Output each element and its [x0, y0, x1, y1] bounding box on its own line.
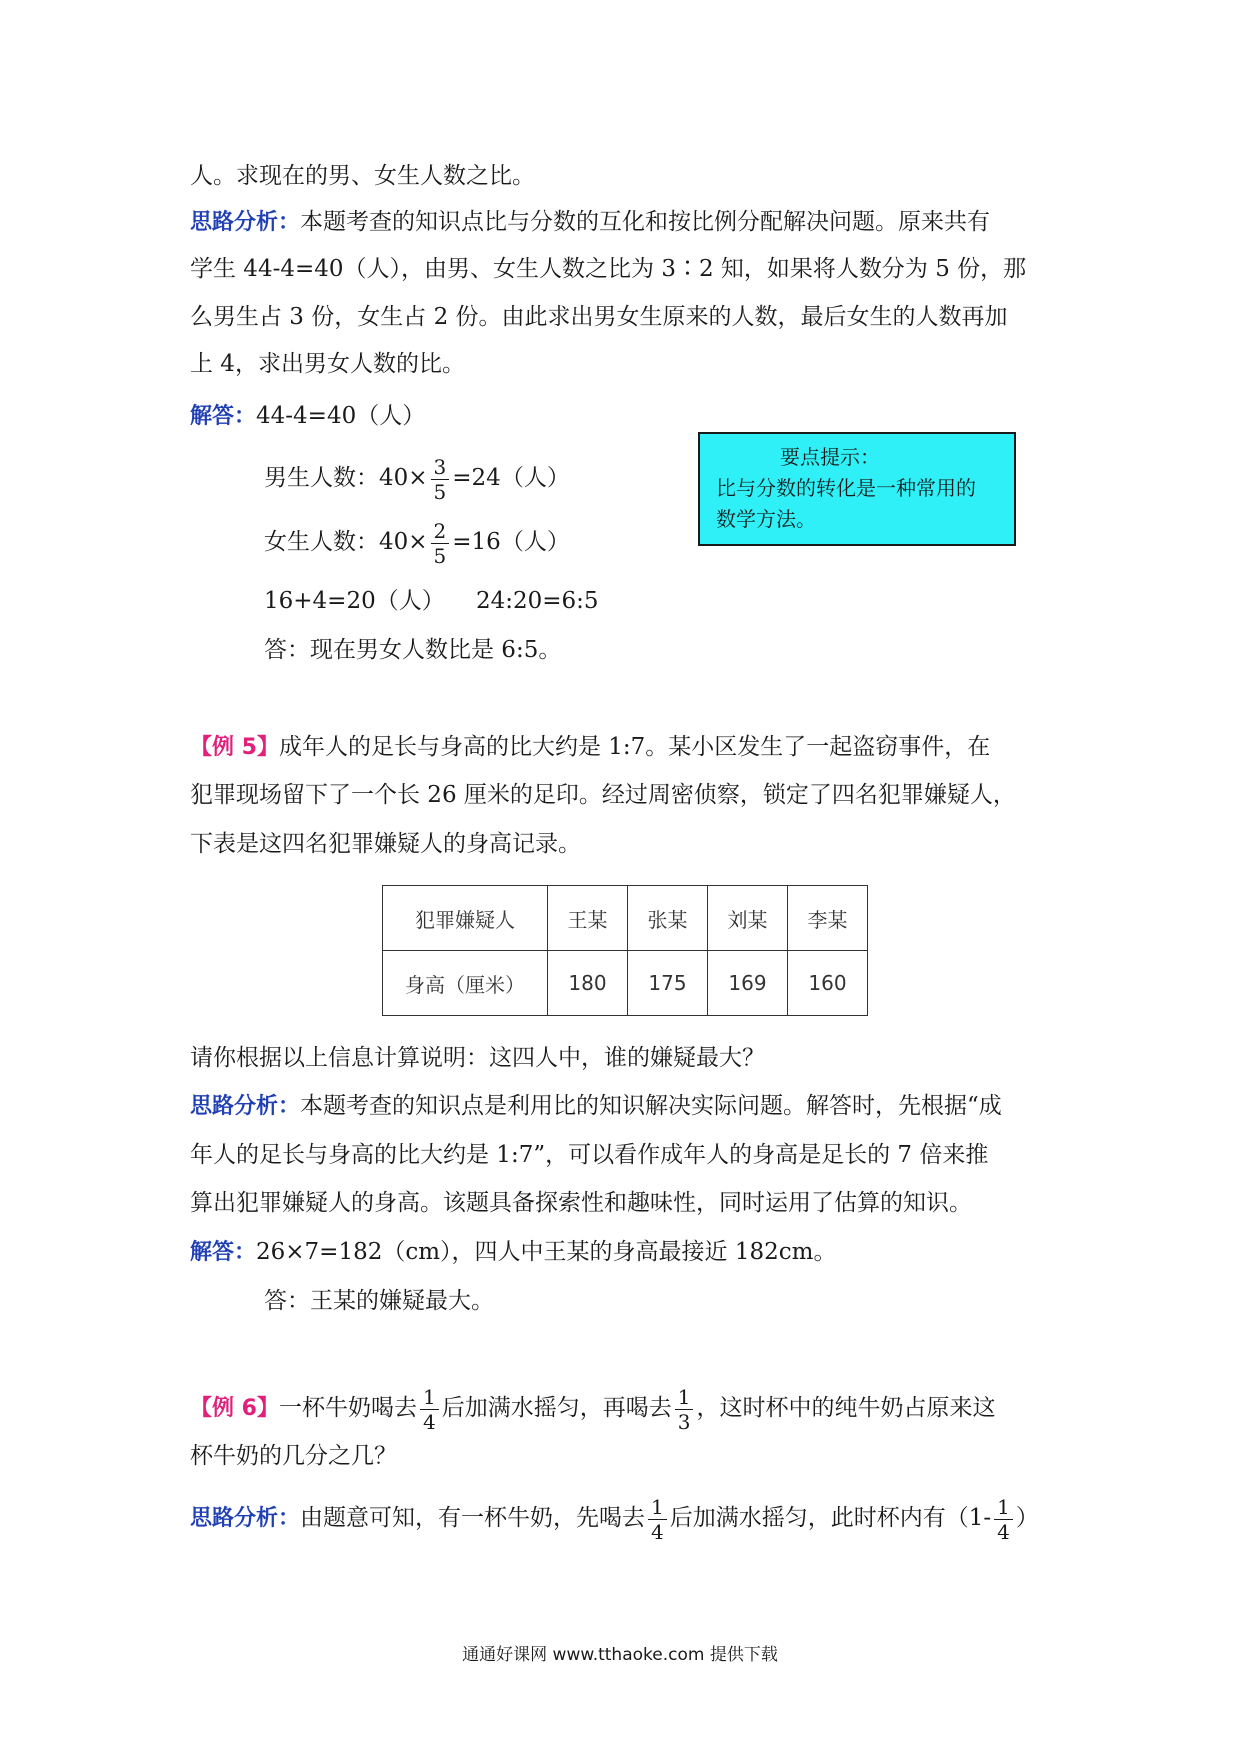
analysis-line: 学生 44-4=40（人），由男、女生人数之比为 3∶2 知，如果将人数分为 5 份，那	[190, 256, 1027, 282]
example-5-question: 【例 5】成年人的足长与身高的比大约是 1:7。某小区发生了一起盗窃事件，在	[190, 734, 991, 760]
answer-label: 解答：	[190, 1240, 257, 1265]
analysis-line: 思路分析：本题考查的知识点是利用比的知识解决实际问题。解答时，先根据“成	[190, 1093, 1002, 1119]
boys-calc: 男生人数：40× $\frac{3}{5}$ =24（人）	[264, 454, 570, 504]
analysis-line: 思路分析：本题考查的知识点比与分数的互化和按比例分配解决问题。原来共有	[190, 209, 991, 235]
calc-right: 24:20=6:5	[476, 588, 599, 614]
table-cell: 王某	[548, 886, 628, 951]
analysis-label: 思路分析：	[190, 210, 301, 235]
tip-text: 数学方法。	[716, 507, 816, 531]
analysis-line: 上 4，求出男女人数的比。	[190, 351, 465, 377]
answer-line: 解答：26×7=182（cm），四人中王某的身高最接近 182cm。	[190, 1239, 837, 1265]
analysis-line: 年人的足长与身高的比大约是 1:7”，可以看作成年人的身高是足长的 7 倍来推	[190, 1142, 989, 1168]
table-row	[383, 886, 868, 951]
example-6-question: 杯牛奶的几分之几？	[190, 1443, 397, 1469]
analysis-label: 思路分析：	[190, 1506, 301, 1531]
conclusion: 答：王某的嫌疑最大。	[264, 1288, 494, 1314]
fraction: $\frac{1}{4}$	[994, 1495, 1013, 1544]
tip-text: 比与分数的转化是一种常用的	[716, 476, 976, 500]
table-cell: 刘某	[708, 886, 788, 951]
tip-box	[698, 432, 1016, 546]
example-5-question: 犯罪现场留下了一个长 26 厘米的足印。经过周密侦察，锁定了四名犯罪嫌疑人，	[190, 782, 1016, 808]
analysis-label: 思路分析：	[190, 1094, 301, 1119]
example-6-question: 【例 6】一杯牛奶喝去 $\frac{1}{4}$ 后加满水摇匀，再喝去 $\frac{1}{3}$ ，这时杯中的纯牛奶占原来这	[190, 1384, 996, 1434]
conclusion: 答：现在男女人数比是 6:5。	[264, 637, 562, 663]
table-cell: 犯罪嫌疑人	[383, 886, 548, 951]
tip-title: 要点提示：	[780, 445, 880, 469]
analysis-line: 么男生占 3 份，女生占 2 份。由此求出男女生原来的人数，最后女生的人数再加	[190, 304, 1008, 330]
table-cell: 李某	[788, 886, 868, 951]
suspect-height-table	[382, 885, 868, 1016]
example-tag: 【例 6】	[190, 1396, 279, 1421]
example-5-ask: 请你根据以上信息计算说明：这四人中，谁的嫌疑最大？	[190, 1045, 765, 1071]
table-cell: 张某	[628, 886, 708, 951]
table-cell: 169	[708, 951, 788, 1016]
table-cell: 身高（厘米）	[383, 951, 548, 1016]
example-5-question: 下表是这四名犯罪嫌疑人的身高记录。	[190, 831, 581, 857]
answer-label: 解答：	[190, 404, 257, 429]
table-cell: 175	[628, 951, 708, 1016]
fraction: $\frac{3}{5}$	[431, 455, 450, 504]
answer-line: 解答：44-4=40（人）	[190, 403, 426, 429]
table-cell: 180	[548, 951, 628, 1016]
question-tail: 人。求现在的男、女生人数之比。	[190, 163, 535, 189]
table-cell: 160	[788, 951, 868, 1016]
fraction: $\frac{2}{5}$	[431, 519, 450, 568]
fraction: $\frac{1}{4}$	[648, 1495, 667, 1544]
girls-calc: 女生人数：40× $\frac{2}{5}$ =16（人）	[264, 518, 570, 568]
fraction: $\frac{1}{4}$	[420, 1385, 439, 1434]
calc-left: 16+4=20（人）	[264, 588, 445, 614]
page-footer: 通通好课网 www.tthaoke.com 提供下载	[462, 1645, 778, 1665]
analysis-line: 算出犯罪嫌疑人的身高。该题具备探索性和趣味性，同时运用了估算的知识。	[190, 1190, 972, 1216]
example-tag: 【例 5】	[190, 735, 279, 760]
fraction: $\frac{1}{3}$	[675, 1385, 694, 1434]
analysis-line: 思路分析：由题意可知，有一杯牛奶，先喝去 $\frac{1}{4}$ 后加满水摇匀，此时杯内有（1- $\frac{1}{4}$ ）	[190, 1494, 1039, 1544]
table-row	[383, 951, 868, 1016]
